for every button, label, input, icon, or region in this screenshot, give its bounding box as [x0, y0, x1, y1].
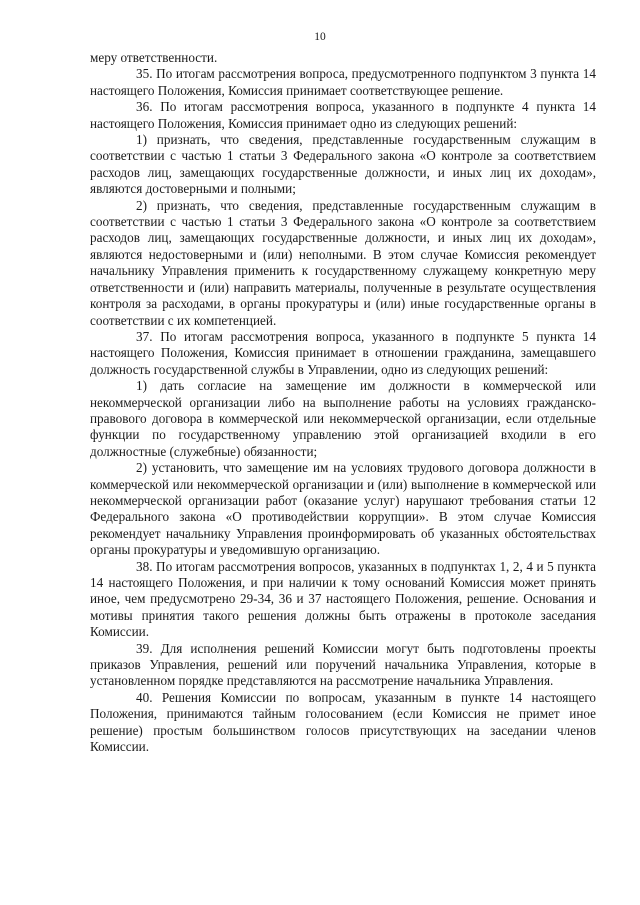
paragraph-38: 38. По итогам рассмотрения вопросов, указанных в подпунктах 1, 2, 4 и 5 пункта 14 настоящего Положения, и при наличии к тому оснований Комиссия может принять иное, чем предусмотрено 29-34, 36 и 37 настоящего Положения, решение. Основания и мотивы принятия такого решения должны быть отражены в протоколе заседания Комиссии. [90, 558, 596, 640]
paragraph-36-item-1: 1) признать, что сведения, представленные государственным служащим в соответствии с частью 1 статьи 3 Федерального закона «О контроле за соответствием расходов лиц, замещающих государственные должности, и иных лиц их доходам», являются достоверными и полными; [90, 132, 596, 197]
paragraph-40: 40. Решения Комиссии по вопросам, указанным в пункте 14 настоящего Положения, принимаются тайным голосованием (если Комиссия не примет иное решение) простым большинством голосов присутствующих на заседании членов Комиссии. [90, 689, 596, 755]
paragraph-37: 37. По итогам рассмотрения вопроса, указанного в подпункте 5 пункта 14 настоящего Положения, Комиссия принимает в отношении гражданина, замещавшего должность государственной службы в Управлении, одно из следующих решений: [90, 328, 596, 377]
paragraph-37-item-1: 1) дать согласие на замещение им должности в коммерческой или некоммерческой организации либо на выполнение работы на условиях гражданско-правового договора в коммерческой или некоммерческой организации, если отдельные функции по государственному управлению этой организацией входили в его должностные (служебные) обязанности; [90, 378, 596, 459]
document-body [90, 50, 596, 755]
paragraph-continuation: меру ответственности. [90, 50, 218, 65]
page-number: 10 [314, 31, 326, 43]
paragraph-36-item-2: 2) признать, что сведения, представленные государственным служащим в соответствии с частью 1 статьи 3 Федерального закона «О контроле за соответствием расходов лиц, замещающих государственные должности, и иных лиц их доходам», являются недостоверными и (или) неполными. В этом случае Комиссия рекомендует начальнику Управления применить к государственному служащему конкретную меру ответственности и (или) направить материалы, полученные в результате осуществления контроля за расходами, в органы прокуратуры и (или) иные государственные органы в соответствии с их компетенцией. [90, 197, 596, 328]
paragraph-36: 36. По итогам рассмотрения вопроса, указанного в подпункте 4 пункта 14 настоящего Положения, Комиссия принимает одно из следующих решений: [90, 99, 596, 131]
paragraph-39: 39. Для исполнения решений Комиссии могут быть подготовлены проекты приказов Управления, решений или поручений начальника Управления, которые в установленном порядке представляются на рассмотрение начальника Управления. [90, 640, 596, 689]
paragraph-37-item-2: 2) установить, что замещение им на условиях трудового договора должности в коммерческой или некоммерческой организации и (или) выполнение в коммерческой или некоммерческой организации работ (оказание услуг) нарушают требования статьи 12 Федерального закона «О противодействии коррупции». В этом случае Комиссия рекомендует начальнику Управления проинформировать об указанных обстоятельствах органы прокуратуры и уведомившую организацию. [90, 460, 596, 558]
paragraph-35: 35. По итогам рассмотрения вопроса, предусмотренного подпунктом 3 пункта 14 настоящего Положения, Комиссия принимает соответствующее решение. [90, 66, 596, 98]
